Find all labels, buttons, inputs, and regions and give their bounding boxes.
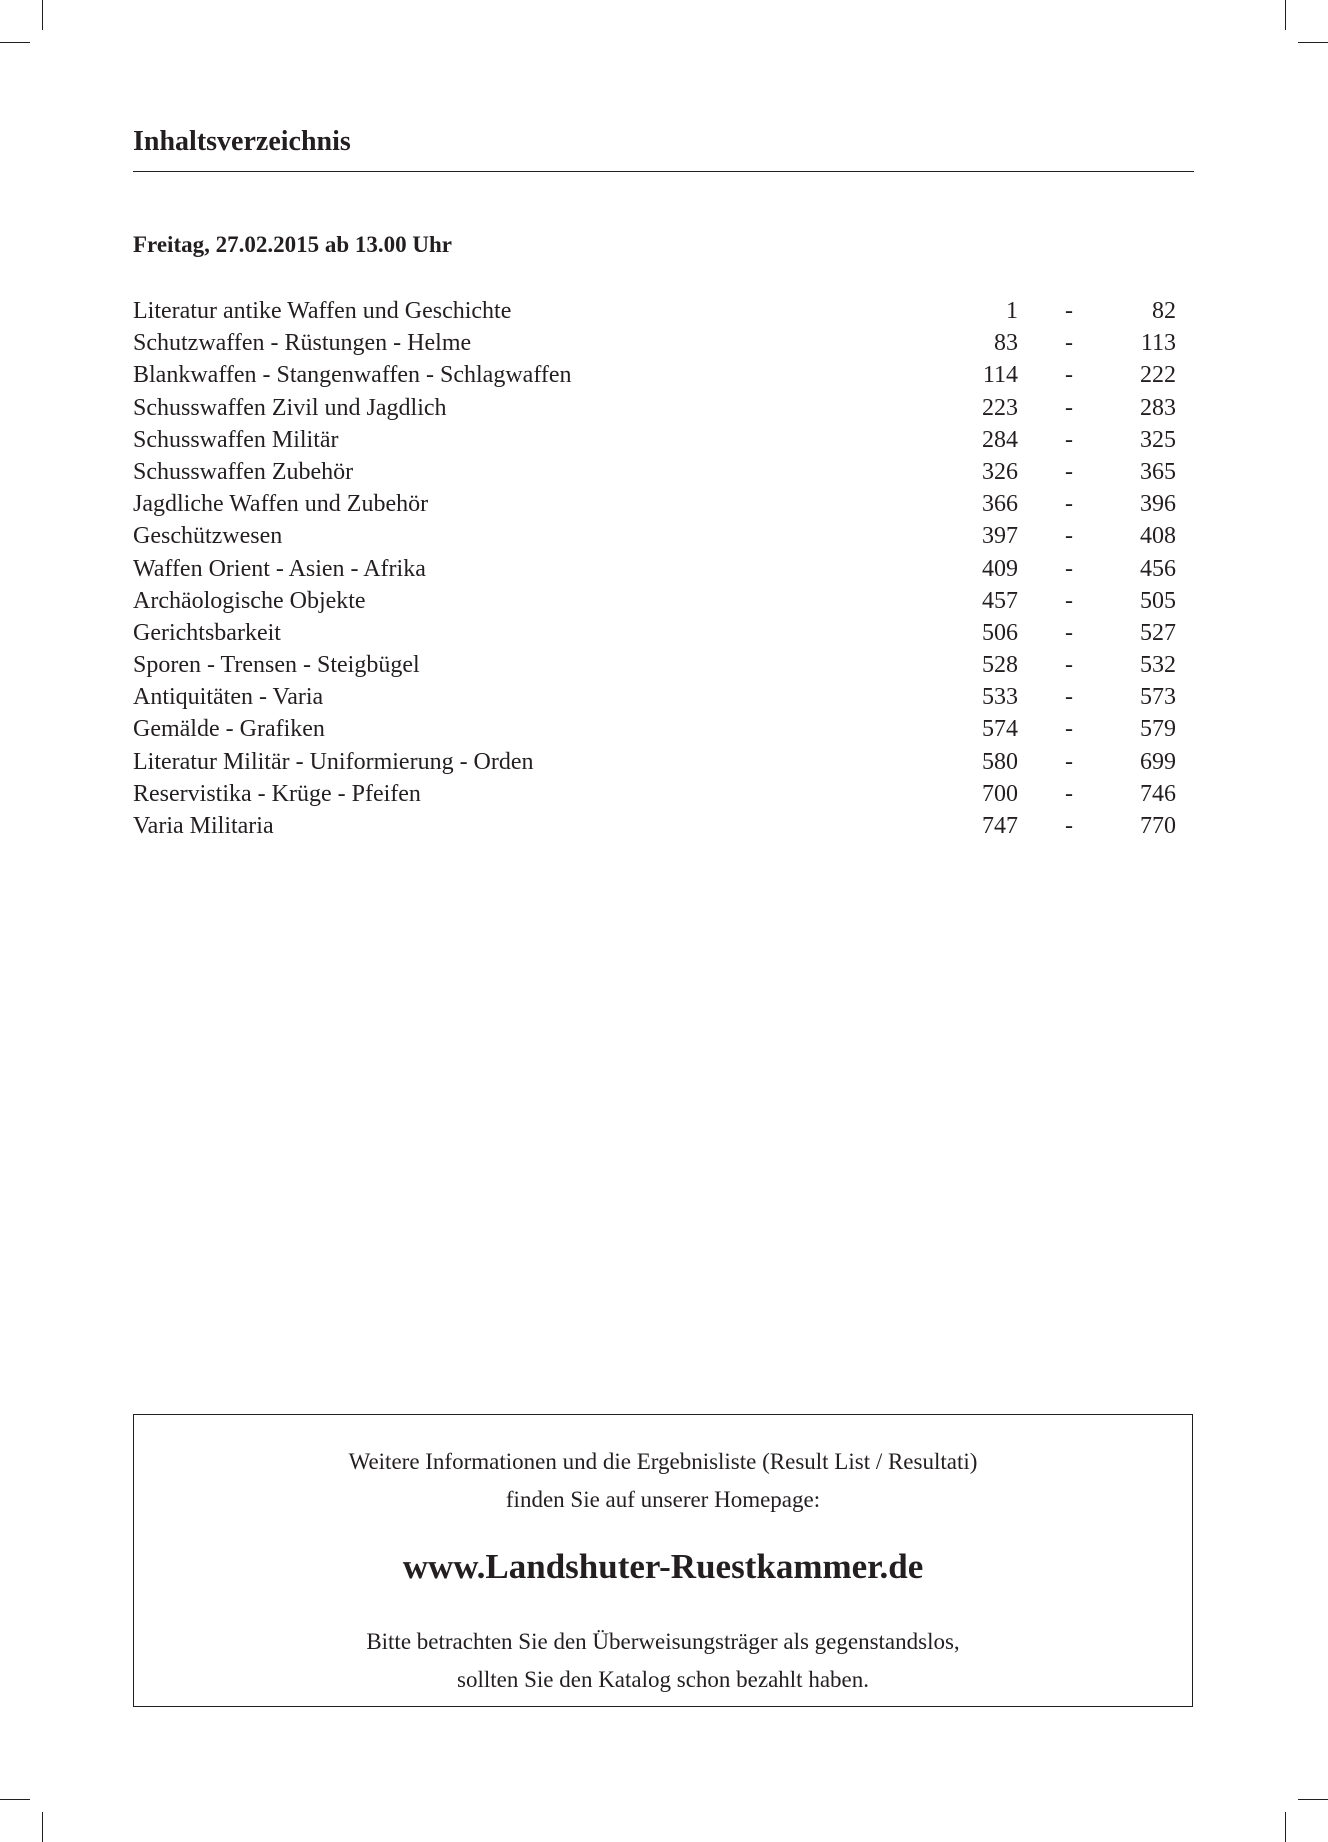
toc-title: Reservistika - Krüge - Pfeifen (133, 780, 421, 807)
title-divider (133, 171, 1194, 172)
crop-mark-top-left-horizontal (0, 42, 30, 43)
info-box (133, 1414, 1193, 1707)
toc-row (133, 295, 1183, 327)
toc-end-number: 746 (1140, 780, 1176, 807)
toc-start-number: 528 (982, 652, 1018, 679)
toc-start-number: 580 (982, 748, 1018, 775)
toc-title: Schutzwaffen - Rüstungen - Helme (133, 330, 472, 357)
toc-end-number: 770 (1140, 813, 1176, 839)
page-title: Inhaltsverzeichnis (133, 126, 351, 157)
toc-separator: - (1065, 426, 1073, 453)
toc-row (133, 456, 1183, 488)
crop-mark-bottom-right-horizontal (1298, 1799, 1328, 1800)
toc-title: Antiquitäten - Varia (133, 684, 324, 711)
toc-end-number: 532 (1140, 652, 1176, 679)
toc-row (133, 488, 1183, 520)
toc-separator: - (1065, 780, 1073, 807)
toc-start-number: 574 (982, 716, 1018, 743)
toc-title: Schusswaffen Zivil und Jagdlich (133, 394, 447, 421)
toc-separator: - (1065, 716, 1073, 743)
toc-end-number: 396 (1140, 491, 1176, 518)
toc-end-number: 365 (1140, 458, 1176, 485)
toc-separator: - (1065, 748, 1073, 775)
toc-row (133, 713, 1183, 745)
crop-mark-top-left-vertical (42, 0, 43, 30)
toc-row (133, 392, 1183, 424)
crop-mark-bottom-right-vertical (1285, 1812, 1286, 1842)
info-line-1: Weitere Informationen und die Ergebnisliste (Result List / Resultati) (348, 1449, 978, 1474)
toc-separator: - (1065, 394, 1073, 421)
toc-row (133, 520, 1183, 552)
toc-title: Waffen Orient - Asien - Afrika (133, 555, 426, 582)
toc-separator: - (1065, 587, 1073, 614)
session-date: Freitag, 27.02.2015 ab 13.00 Uhr (133, 232, 453, 257)
toc-end-number: 505 (1140, 587, 1176, 614)
toc-end-number: 699 (1140, 748, 1176, 775)
toc-row (133, 553, 1183, 585)
toc-start-number: 533 (982, 684, 1018, 711)
toc-separator: - (1065, 523, 1073, 550)
toc-separator: - (1065, 555, 1073, 582)
toc-row (133, 746, 1183, 778)
toc-row (133, 327, 1183, 359)
toc-start-number: 457 (982, 587, 1018, 614)
toc-title: Blankwaffen - Stangenwaffen - Schlagwaffen (133, 362, 572, 389)
toc-title: Archäologische Objekte (133, 587, 366, 614)
info-intro (134, 1443, 1192, 1519)
info-line-3: Bitte betrachten Sie den Überweisungsträger als gegenstandslos, (366, 1629, 960, 1654)
toc-separator: - (1065, 330, 1073, 357)
toc-end-number: 456 (1140, 555, 1176, 582)
crop-mark-bottom-left-horizontal (0, 1799, 30, 1800)
toc-separator: - (1065, 458, 1073, 485)
toc-end-number: 579 (1140, 716, 1176, 743)
toc-separator: - (1065, 684, 1073, 711)
toc-separator: - (1065, 619, 1073, 646)
toc-separator: - (1065, 362, 1073, 389)
toc-title: Schusswaffen Zubehör (133, 458, 354, 485)
toc-title: Varia Militaria (133, 813, 274, 839)
toc-row (133, 649, 1183, 681)
toc-end-number: 325 (1140, 426, 1176, 453)
crop-mark-top-right-horizontal (1298, 42, 1328, 43)
toc-start-number: 366 (982, 491, 1018, 518)
toc-end-number: 408 (1140, 523, 1176, 550)
toc-end-number: 573 (1140, 684, 1176, 711)
toc-start-number: 114 (982, 362, 1018, 389)
toc-row (133, 778, 1183, 810)
toc-row (133, 424, 1183, 456)
toc-row (133, 810, 1183, 842)
toc-title: Geschützwesen (133, 523, 283, 550)
toc-row (133, 585, 1183, 617)
toc-start-number: 1 (1006, 298, 1018, 324)
table-of-contents (133, 295, 1183, 842)
crop-mark-bottom-left-vertical (42, 1812, 43, 1842)
toc-start-number: 223 (982, 394, 1018, 421)
toc-start-number: 83 (994, 330, 1018, 357)
toc-end-number: 222 (1140, 362, 1176, 389)
toc-row (133, 681, 1183, 713)
toc-start-number: 700 (982, 780, 1018, 807)
toc-separator: - (1065, 491, 1073, 518)
toc-title: Literatur Militär - Uniformierung - Orden (133, 748, 534, 775)
toc-start-number: 284 (982, 426, 1018, 453)
toc-separator: - (1065, 813, 1073, 839)
toc-end-number: 82 (1152, 298, 1176, 324)
toc-title: Gemälde - Grafiken (133, 716, 325, 743)
toc-row (133, 617, 1183, 649)
toc-title: Schusswaffen Militär (133, 426, 339, 453)
toc-end-number: 527 (1140, 619, 1176, 646)
toc-end-number: 113 (1140, 330, 1176, 357)
info-line-2: finden Sie auf unserer Homepage: (505, 1487, 821, 1512)
toc-title: Gerichtsbarkeit (133, 619, 281, 646)
toc-start-number: 397 (982, 523, 1018, 550)
toc-title: Sporen - Trensen - Steigbügel (133, 652, 420, 679)
info-line-4: sollten Sie den Katalog schon bezahlt haben. (457, 1667, 869, 1692)
homepage-url: www.Landshuter-Ruestkammer.de (402, 1547, 924, 1586)
toc-start-number: 326 (982, 458, 1018, 485)
toc-start-number: 409 (982, 555, 1018, 582)
toc-title: Literatur antike Waffen und Geschichte (133, 298, 512, 324)
toc-separator: - (1065, 298, 1073, 324)
crop-mark-top-right-vertical (1285, 0, 1286, 30)
toc-separator: - (1065, 652, 1073, 679)
toc-end-number: 283 (1140, 394, 1176, 421)
toc-title: Jagdliche Waffen und Zubehör (133, 491, 429, 518)
toc-start-number: 747 (982, 813, 1018, 839)
payment-note (134, 1623, 1192, 1699)
toc-row (133, 359, 1183, 391)
toc-start-number: 506 (982, 619, 1018, 646)
